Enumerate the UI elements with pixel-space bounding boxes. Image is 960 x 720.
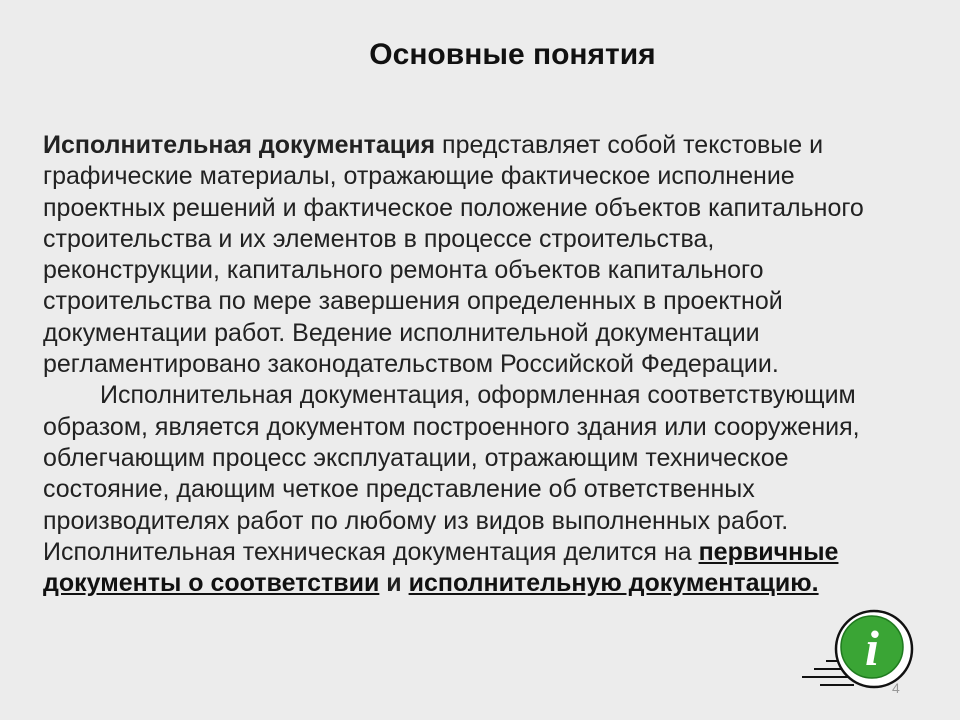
term-executive-documentation: Исполнительная документация [43, 131, 436, 159]
link-primary-documents-part1[interactable]: первичные [698, 537, 839, 566]
paragraph-2-line-2: образом, является документом построенного здания или сооружения, [43, 412, 860, 441]
info-icon[interactable] [796, 605, 918, 690]
link-executive-documentation[interactable]: исполнительную документацию. [408, 569, 819, 598]
conjunction-text: и [379, 569, 409, 598]
paragraph-2-line-4: состояние, дающим четкое представление об ответственных [43, 475, 755, 504]
icon-letter: i [865, 620, 879, 676]
paragraph-1-line-4: строительства и их элементов в процессе строительства, [43, 224, 715, 253]
paragraph-2-line-7 [43, 568, 923, 599]
paragraph-1-line-1 [43, 130, 923, 161]
paragraph-1-line-2: графические материалы, отражающие фактическое исполнение [43, 162, 795, 191]
paragraph-1-line-6: строительства по мере завершения определенных в проектной [43, 287, 783, 316]
paragraph-1-line-8: регламентировано законодательством Российской Федерации. [43, 350, 779, 379]
paragraph-2-line-5: производителях работ по любому из видов выполненных работ. [43, 506, 789, 535]
paragraph-2-line-6 [43, 537, 923, 568]
paragraph-1-line-5: реконструкции, капитального ремонта объектов капитального [43, 256, 764, 285]
body-text [43, 130, 923, 599]
paragraph-2-line-3: облегчающим процесс эксплуатации, отражающим техническое [43, 443, 789, 472]
paragraph-2-line-1: Исполнительная документация, оформленная соответствующим [100, 381, 856, 410]
paragraph-1-line-7: документации работ. Ведение исполнительной документации [43, 318, 760, 347]
text-span: Исполнительная техническая документация делится на [43, 537, 699, 566]
page-number: 4 [892, 680, 900, 696]
paragraph-1-line-3: проектных решений и фактическое положение объектов капитального [43, 193, 864, 222]
text-span: представляет собой текстовые и [435, 131, 824, 159]
page-title: Основные понятия [369, 38, 656, 71]
link-primary-documents-part2[interactable]: документы о соответствии [43, 569, 380, 598]
